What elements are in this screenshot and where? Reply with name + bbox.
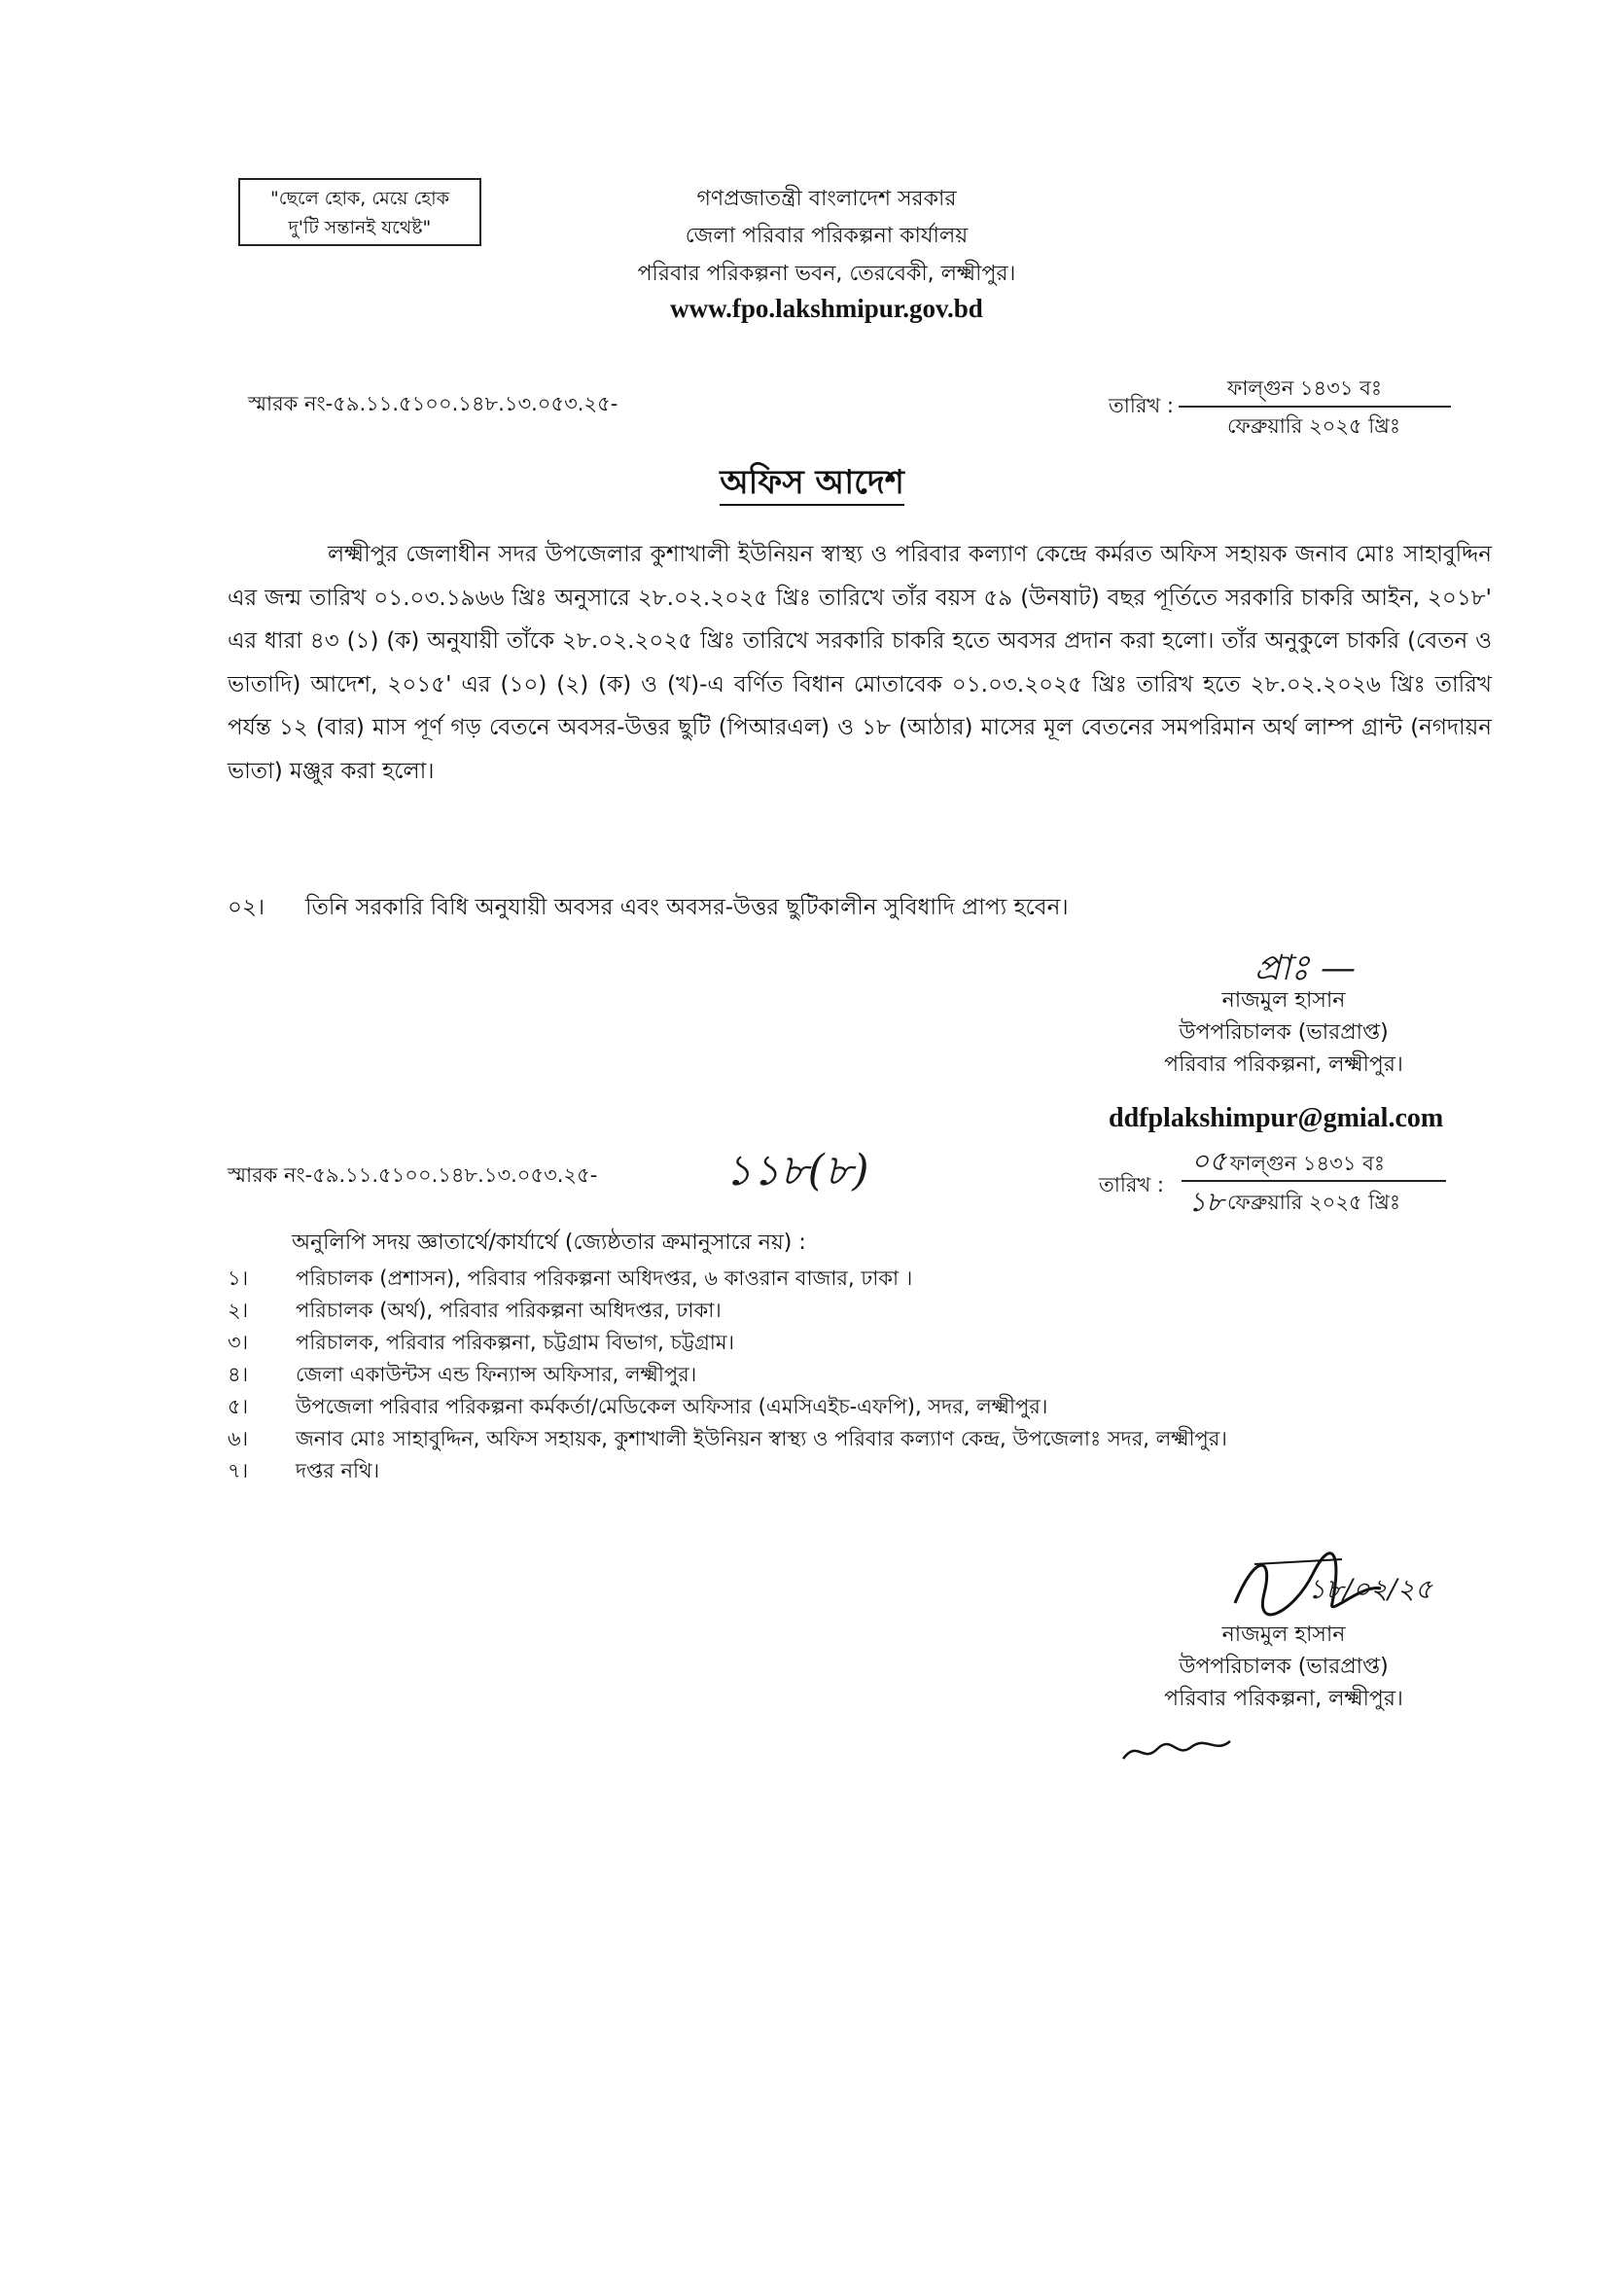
signer-name: নাজমুল হাসান xyxy=(1221,1623,1346,1647)
header-govt: গণপ্রজাতন্ত্রী বাংলাদেশ সরকার xyxy=(696,187,957,211)
cc-item: ৩। পরিচালক, পরিবার পরিকল্পনা, চট্টগ্রাম বিভাগ, চট্টগ্রাম। xyxy=(228,1331,735,1354)
cc-item: ২। পরিচালক (অর্থ), পরিবার পরিকল্পনা অধিদপ্তর, ঢাকা। xyxy=(228,1299,722,1322)
memo-date-bangla-1: ফাল্গুন ১৪৩১ বঃ xyxy=(1227,376,1383,400)
signature-date: ১৮/০২/২৫ xyxy=(1308,1573,1432,1605)
point-number: ০২। xyxy=(228,895,265,920)
slogan-box xyxy=(238,178,481,246)
header-office: জেলা পরিবার পরিকল্পনা কার্যালয় xyxy=(685,224,969,248)
signature-mark: প্রাঃ — xyxy=(1254,948,1356,988)
cc-list xyxy=(228,1263,1227,1487)
signature-block-2 xyxy=(1109,1619,1459,1715)
point-text: তিনি সরকারি বিধি অনুযায়ী অবসর এবং অবসর-উত্তর ছুটিকালীন সুবিধাদি প্রাপ্য হবেন। xyxy=(305,895,1069,920)
initial-scribble xyxy=(1118,1730,1235,1768)
memo-ref-2: স্মারক নং-৫৯.১১.৫১০০.১৪৮.১৩.০৫৩.২৫- xyxy=(228,1163,598,1187)
order-paragraph: লক্ষ্মীপুর জেলাধীন সদর উপজেলার কুশাখালী ইউনিয়ন স্বাস্থ্য ও পরিবার কল্যাণ কেন্দ্রে কর্মরত অফিস সহায়ক জনাব মোঃ সাহাবুদ্দিন এর জন্ম তারিখ ০১.০৩.১৯৬৬ খ্রিঃ অনুসারে ২৮.০২.২০২৫ খ্রিঃ তারিখে তাঁর বয়স ৫৯ (উনষাট) বছর পূর্তিতে সরকারি চাকরি আইন, ২০১৮' এর ধারা ৪৩ (১) (ক) অনুযায়ী তাঁকে ২৮.০২.২০২৫ খ্রিঃ তারিখে সরকারি চাকরি হতে অবসর প্রদান করা হলো। তাঁর অনুকুলে চাকরি (বেতন ও ভাতাদি) আদেশ, ২০১৫' এর (১০) (২) (ক) ও (খ)-এ বর্ণিত বিধান মোতাবেক ০১.০৩.২০২৫ খ্রিঃ তারিখ হতে ২৮.০২.২০২৬ খ্রিঃ তারিখ পর্যন্ত ১২ (বার) মাস পূর্ণ গড় বেতনে অবসর-উত্তর ছুটি (পিআরএল) ও ১৮ (আঠার) মাসের মূল বেতনের সমপরিমান অর্থ লাম্প গ্রান্ট (নগদায়ন ভাতা) মঞ্জুর করা হলো। xyxy=(228,542,1492,784)
cc-item: ৫। উপজেলা পরিবার পরিকল্পনা কর্মকর্তা/মেডিকেল অফিসার (এমসিএইচ-এফপি), সদর, লক্ষ্মীপুর। xyxy=(228,1395,1048,1418)
memo-date-english-2: ফেব্রুয়ারি ২০২৫ খ্রিঃ xyxy=(1227,1191,1401,1214)
slogan-line-2: দু'টি সন্তানই যথেষ্ট" xyxy=(288,217,432,238)
memo-date-day-english-2: ১৮ xyxy=(1188,1186,1224,1218)
signer-office: পরিবার পরিকল্পনা, লক্ষ্মীপুর। xyxy=(1164,1687,1403,1711)
memo-ref-2-handwritten: ১১৮(৮) xyxy=(724,1146,869,1196)
contact-email[interactable]: ddfplakshimpur@gmial.com xyxy=(1109,1103,1444,1133)
cc-title: অনুলিপি সদয় জ্ঞাতার্থে/কার্যার্থে (জ্যেষ্ঠতার ক্রমানুসারে নয়) : xyxy=(292,1231,806,1255)
signer-office: পরিবার পরিকল্পনা, লক্ষ্মীপুর। xyxy=(1164,1053,1403,1077)
slogan-line-1: "ছেলে হোক, মেয়ে হোক xyxy=(270,188,449,209)
order-point-2 xyxy=(228,889,1492,927)
signature-block-1 xyxy=(1099,984,1468,1081)
memo-date-bangla-2: ফাল্গুন ১৪৩১ বঃ xyxy=(1230,1152,1386,1175)
date-divider-1 xyxy=(1179,406,1451,408)
signer-designation: উপপরিচালক (ভারপ্রাপ্ত) xyxy=(1179,1655,1389,1679)
header-address: পরিবার পরিকল্পনা ভবন, তেরবেকী, লক্ষ্মীপুর। xyxy=(637,262,1016,286)
memo-date-label-1: তারিখ : xyxy=(1109,394,1174,417)
signer-name: নাজমুল হাসান xyxy=(1221,988,1346,1013)
signer-designation: উপপরিচালক (ভারপ্রাপ্ত) xyxy=(1179,1020,1389,1045)
memo-date-english-1: ফেব্রুয়ারি ২০২৫ খ্রিঃ xyxy=(1227,414,1401,438)
page-title: অফিস আদেশ xyxy=(0,457,1624,513)
memo-ref-1: স্মারক নং-৫৯.১১.৫১০০.১৪৮.১৩.০৫৩.২৫- xyxy=(248,392,618,415)
memo-date-day-bangla-2: ০৫ xyxy=(1191,1145,1227,1177)
memo-date-label-2: তারিখ : xyxy=(1099,1173,1164,1196)
cc-item: ৭। দপ্তর নথি। xyxy=(228,1459,380,1482)
header-website[interactable]: www.fpo.lakshmipur.gov.bd xyxy=(670,294,983,323)
cc-item: ৪। জেলা একাউন্টস এন্ড ফিন্যান্স অফিসার, লক্ষ্মীপুর। xyxy=(228,1363,697,1386)
cc-item: ১। পরিচালক (প্রশাসন), পরিবার পরিকল্পনা অধিদপ্তর, ৬ কাওরান বাজার, ঢাকা । xyxy=(228,1267,913,1290)
cc-item: ৬। জনাব মোঃ সাহাবুদ্দিন, অফিস সহায়ক, কুশাখালী ইউনিয়ন স্বাস্থ্য ও পরিবার কল্যাণ কেন্দ্র, উপজেলাঃ সদর, লক্ষ্মীপুর। xyxy=(228,1427,1227,1450)
